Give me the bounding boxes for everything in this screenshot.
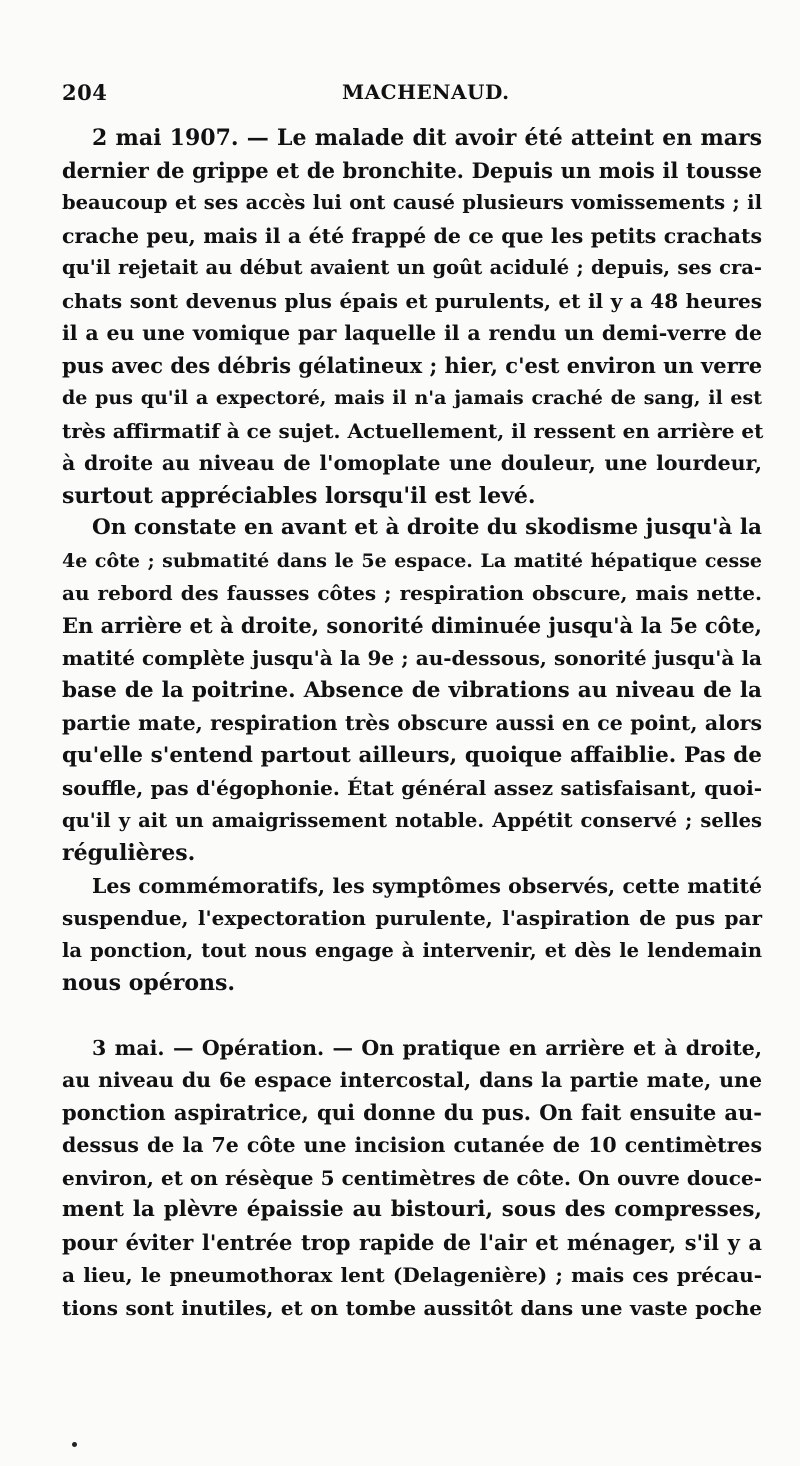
text-line: chats sont devenus plus épais et purulents, et il y a 48 heures	[62, 288, 762, 313]
running-head: MACHENAUD.	[342, 80, 510, 104]
text-line: régulières.	[62, 840, 196, 866]
text-line: surtout appréciables lorsqu'il est levé.	[62, 482, 536, 509]
text-line: partie mate, respiration très obscure aussi en ce point, alors	[62, 711, 762, 735]
text-line: a lieu, le pneumothorax lent (Delagenière) ; mais ces précau-	[62, 1263, 762, 1287]
text-line: En arrière et à droite, sonorité diminuée jusqu'à la 5e côte,	[62, 612, 762, 638]
text-line: au rebord des fausses côtes ; respiration obscure, mais nette.	[62, 581, 762, 605]
text-line: qu'elle s'entend partout ailleurs, quoique affaiblie. Pas de	[62, 742, 762, 768]
text-line: suspendue, l'expectoration purulente, l'aspiration de pus par	[62, 906, 762, 930]
text-line: pus avec des débris gélatineux ; hier, c'est environ un verre	[62, 352, 763, 378]
text-line: de pus qu'il a expectoré, mais il n'a jamais craché de sang, il est	[62, 387, 762, 409]
text-line: nous opérons.	[62, 970, 236, 996]
text-line: 3 mai. — Opération. — On pratique en arrière et à droite,	[92, 1035, 762, 1060]
scan-speck	[72, 1442, 77, 1447]
text-line: On constate en avant et à droite du skodisme jusqu'à la	[92, 515, 762, 540]
body-text	[62, 122, 762, 1324]
text-line: il a eu une vomique par laquelle il a rendu un demi-verre de	[62, 321, 762, 345]
text-line: souffle, pas d'égophonie. État général assez satisfaisant, quoi-	[62, 776, 762, 800]
text-line: ponction aspiratrice, qui donne du pus. On fait ensuite au-	[62, 1099, 762, 1125]
text-line: beaucoup et ses accès lui ont causé plusieurs vomissements ; il	[62, 191, 762, 214]
text-line: pour éviter l'entrée trop rapide de l'air et ménager, s'il y a	[62, 1229, 762, 1255]
text-line: qu'il y ait un amaigrissement notable. Appétit conservé ; selles	[62, 808, 762, 832]
text-line: tions sont inutiles, et on tombe aussitôt dans une vaste poche	[62, 1295, 762, 1320]
text-line: environ, et on résèque 5 centimètres de côte. On ouvre douce-	[62, 1165, 762, 1190]
text-line: 2 mai 1907. — Le malade dit avoir été atteint en mars	[92, 125, 762, 151]
text-line: crache peu, mais il a été frappé de ce que les petits crachats	[62, 223, 762, 248]
text-line: dernier de grippe et de bronchite. Depuis un mois il tousse	[62, 157, 762, 183]
text-line: 4e côte ; submatité dans le 5e espace. La matité hépatique cesse	[62, 549, 762, 572]
page-number: 204	[62, 80, 108, 105]
text-line: ment la plèvre épaissie au bistouri, sous des compresses,	[62, 1197, 762, 1222]
paragraph-gap	[62, 1000, 762, 1032]
text-line: à droite au niveau de l'omoplate une douleur, une lourdeur,	[62, 451, 762, 475]
text-line: Les commémoratifs, les symptômes observés, cette matité	[92, 873, 762, 898]
page-header	[62, 80, 762, 110]
text-line: dessus de la 7e côte une incision cutanée de 10 centimètres	[62, 1133, 762, 1157]
text-line: très affirmatif à ce sujet. Actuellement, il ressent en arrière et	[62, 418, 764, 443]
text-line: au niveau du 6e espace intercostal, dans la partie mate, une	[62, 1068, 762, 1092]
text-line: base de la poitrine. Absence de vibrations au niveau de la	[62, 677, 762, 703]
text-line: matité complète jusqu'à la 9e ; au-dessous, sonorité jusqu'à la	[62, 646, 762, 670]
text-line: qu'il rejetait au début avaient un goût acidulé ; depuis, ses cra-	[62, 256, 762, 279]
text-line: la ponction, tout nous engage à intervenir, et dès le lendemain	[62, 938, 762, 962]
